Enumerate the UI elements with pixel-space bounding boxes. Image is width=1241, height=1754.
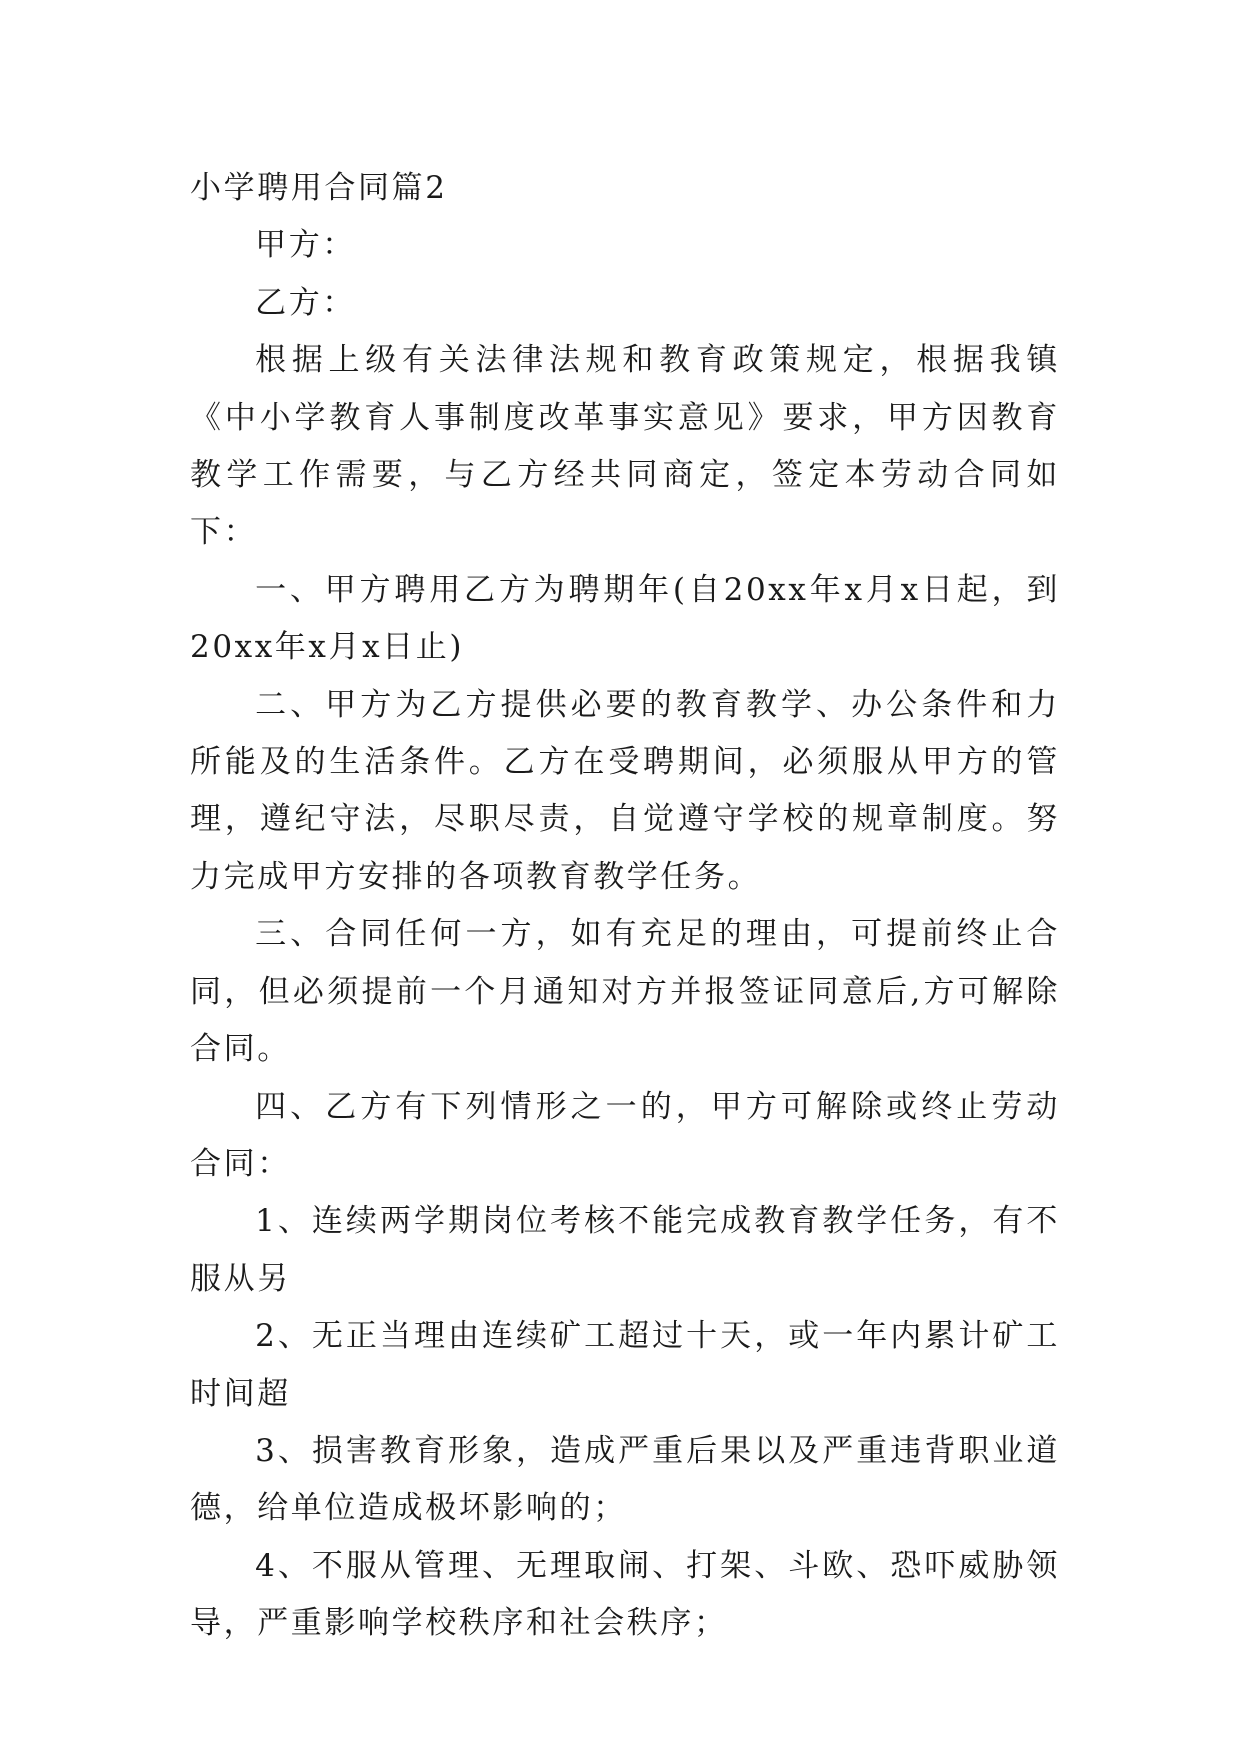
party-b-line: 乙方： (255, 284, 356, 321)
clause-4-item-4: 4、不服从管理、无理取闹、打架、斗欧、恐吓威胁领导，严重影响学校秩序和社会秩序； (190, 1547, 1060, 1642)
clause-3-paragraph: 三、合同任何一方，如有充足的理由，可提前终止合同，但必须提前一个月通知对方并报签证同意后,方可解除合同。 (190, 916, 1060, 1068)
clause-4-paragraph: 四、乙方有下列情形之一的，甲方可解除或终止劳动合同： (190, 1088, 1060, 1182)
clause-4-item-1: 1、连续两学期岗位考核不能完成教育教学任务，有不服从另 (190, 1203, 1060, 1297)
clause-4-item-3: 3、损害教育形象，造成严重后果以及严重违背职业道德，给单位造成极坏影响的； (190, 1432, 1060, 1527)
clause-4-item-2: 2、无正当理由连续矿工超过十天，或一年内累计矿工时间超 (190, 1318, 1060, 1412)
party-a-line: 甲方： (255, 227, 356, 264)
document-title: 小学聘用合同篇2 (190, 170, 448, 206)
document-body (190, 160, 1060, 1653)
preamble-paragraph: 根据上级有关法律法规和教育政策规定，根据我镇《中小学教育人事制度改革事实意见》要求，甲方因教育教学工作需要，与乙方经共同商定，签定本劳动合同如下： (190, 342, 1060, 551)
clause-1-paragraph: 一、甲方聘用乙方为聘期年(自20xx年x月x日起，到20xx年x月x日止) (190, 571, 1060, 666)
clause-2-paragraph: 二、甲方为乙方提供必要的教育教学、办公条件和力所能及的生活条件。乙方在受聘期间，必须服从甲方的管理，遵纪守法，尽职尽责，自觉遵守学校的规章制度。努力完成甲方安排的各项教育教学任务。 (190, 686, 1060, 895)
